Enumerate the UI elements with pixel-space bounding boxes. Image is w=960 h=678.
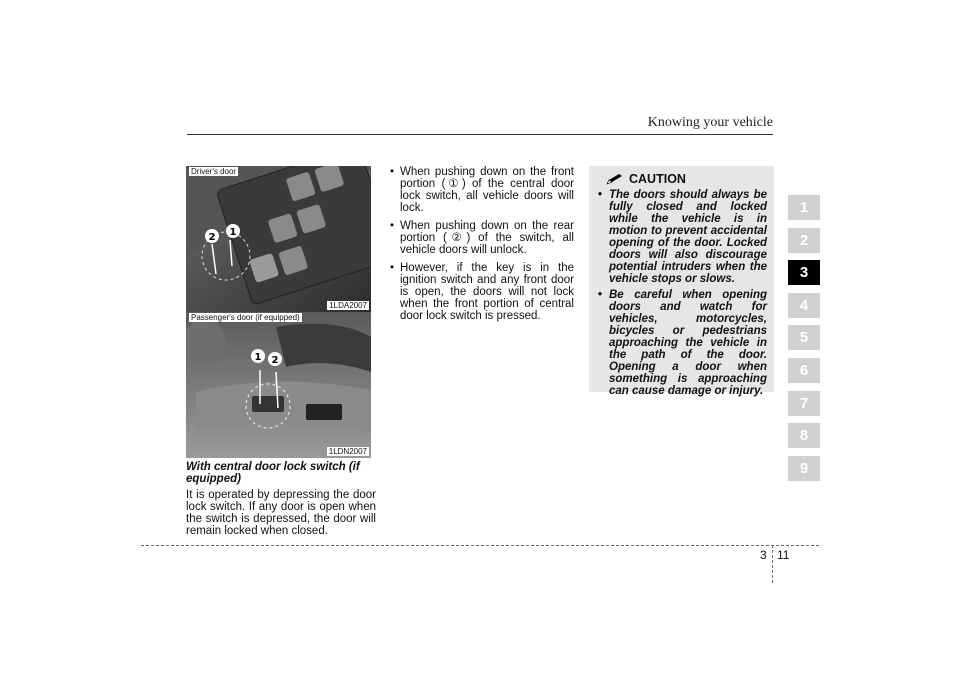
list-item: • When pushing down on the front portion (①) of the central door lock switch, all vehicle doors will lock.: [388, 166, 574, 214]
chapter-tab-5[interactable]: 5: [788, 325, 820, 350]
chapter-tabs: [788, 195, 820, 488]
pencil-icon: [606, 173, 624, 185]
subheading: With central door lock switch (if equipped): [186, 461, 360, 485]
list-item: • However, if the key is in the ignition switch and any front door is open, the doors will not lock when the front portion of central door lock switch is pressed.: [388, 262, 574, 322]
figure-label: Passenger's door (if equipped): [191, 313, 300, 322]
header-rule: [187, 134, 773, 135]
chapter-tab-1[interactable]: 1: [788, 195, 820, 220]
passengers-door-switch-illustration: [186, 312, 371, 458]
instruction-list: [388, 166, 574, 328]
page-number: 11: [777, 548, 790, 562]
chapter-tab-2[interactable]: 2: [788, 228, 820, 253]
caution-title: CAUTION: [629, 172, 686, 186]
footer-rule: [141, 545, 819, 546]
figure-passengers-door: [186, 312, 371, 458]
figure-drivers-door: [186, 166, 371, 312]
chapter-tab-4[interactable]: 4: [788, 293, 820, 318]
chapter-tab-6[interactable]: 6: [788, 358, 820, 383]
callout-2: 2: [208, 232, 216, 243]
drivers-door-switch-illustration: [186, 166, 371, 312]
callout-1: 1: [229, 227, 237, 238]
caution-item: • The doors should always be fully closed and locked while the vehicle is in motion to prevent accidental opening of the door. Locked doors will also discourage potential intruders when the vehicle stops or slows.: [598, 189, 767, 285]
figure-label: Driver's door: [191, 167, 237, 176]
caution-box: [589, 166, 774, 397]
caution-item: • Be careful when opening doors and watch for vehicles, motorcycles, bicycles or pedestrians approaching the vehicle in the path of the door. Opening a door when something is approaching can cause damage or injury.: [598, 289, 767, 397]
chapter-number: 3: [760, 548, 767, 562]
figure-code: 1LDN2007: [328, 447, 367, 456]
footer-divider: [772, 545, 773, 583]
callout-2: 2: [271, 355, 279, 366]
callout-1: 1: [254, 352, 262, 363]
chapter-tab-7[interactable]: 7: [788, 391, 820, 416]
body-paragraph: It is operated by depressing the door lock switch. If any door is open when the switch is depressed, the door will remain locked when closed.: [186, 489, 376, 537]
chapter-tab-8[interactable]: 8: [788, 423, 820, 448]
figure-code: 1LDA2007: [329, 301, 367, 310]
chapter-tab-9[interactable]: 9: [788, 456, 820, 481]
chapter-tab-3[interactable]: 3: [788, 260, 820, 285]
list-item: • When pushing down on the rear portion (②) of the switch, all vehicle doors will unlock.: [388, 220, 574, 256]
section-header-title: Knowing your vehicle: [647, 115, 773, 130]
